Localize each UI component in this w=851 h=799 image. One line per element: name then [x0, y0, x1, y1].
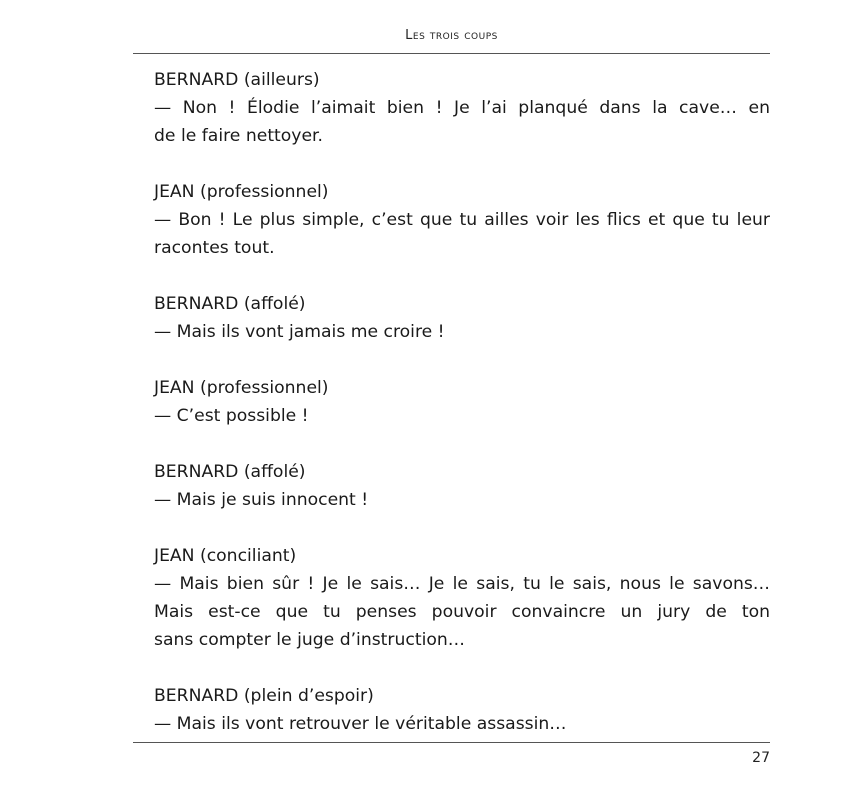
dialogue-line: — Mais ils vont jamais me croire !	[154, 322, 445, 342]
dialogue-line: sans compter le juge d’instruction…	[154, 630, 465, 650]
dialogue-block	[154, 66, 770, 150]
dialogue-block	[154, 542, 770, 654]
dialogue-line: de le faire nettoyer.	[154, 126, 324, 146]
speaker-label: JEAN (professionnel)	[154, 182, 329, 202]
dialogue-block	[154, 374, 770, 430]
running-header: Les trois coups	[405, 28, 498, 43]
dialogue-line: — Non ! Élodie l’aimait bien ! Je l’ai planqué dans la cave… en	[154, 98, 770, 118]
dialogue-body	[154, 66, 770, 766]
speaker-label: JEAN (conciliant)	[154, 546, 297, 566]
speaker-label: BERNARD (affolé)	[154, 462, 306, 482]
dialogue-line: — C’est possible !	[154, 406, 309, 426]
header-rule	[133, 53, 770, 54]
dialogue-block	[154, 682, 770, 738]
dialogue-line: Mais est-ce que tu penses pouvoir convaincre un jury de ton	[154, 602, 770, 622]
dialogue-block	[154, 178, 770, 262]
footer-rule	[133, 742, 770, 743]
page-number: 27	[752, 750, 770, 766]
dialogue-block	[154, 458, 770, 514]
speaker-label: BERNARD (plein d’espoir)	[154, 686, 374, 706]
dialogue-block	[154, 290, 770, 346]
dialogue-line: — Mais bien sûr ! Je le sais… Je le sais, tu le sais, nous le savons…	[154, 574, 770, 594]
dialogue-line: — Mais je suis innocent !	[154, 490, 369, 510]
speaker-label: BERNARD (ailleurs)	[154, 70, 320, 90]
dialogue-line: racontes tout.	[154, 238, 275, 258]
speaker-label: BERNARD (affolé)	[154, 294, 306, 314]
dialogue-line: — Mais ils vont retrouver le véritable assassin…	[154, 714, 567, 734]
dialogue-line: — Bon ! Le plus simple, c’est que tu ailles voir les flics et que tu leur	[154, 210, 770, 230]
speaker-label: JEAN (professionnel)	[154, 378, 329, 398]
